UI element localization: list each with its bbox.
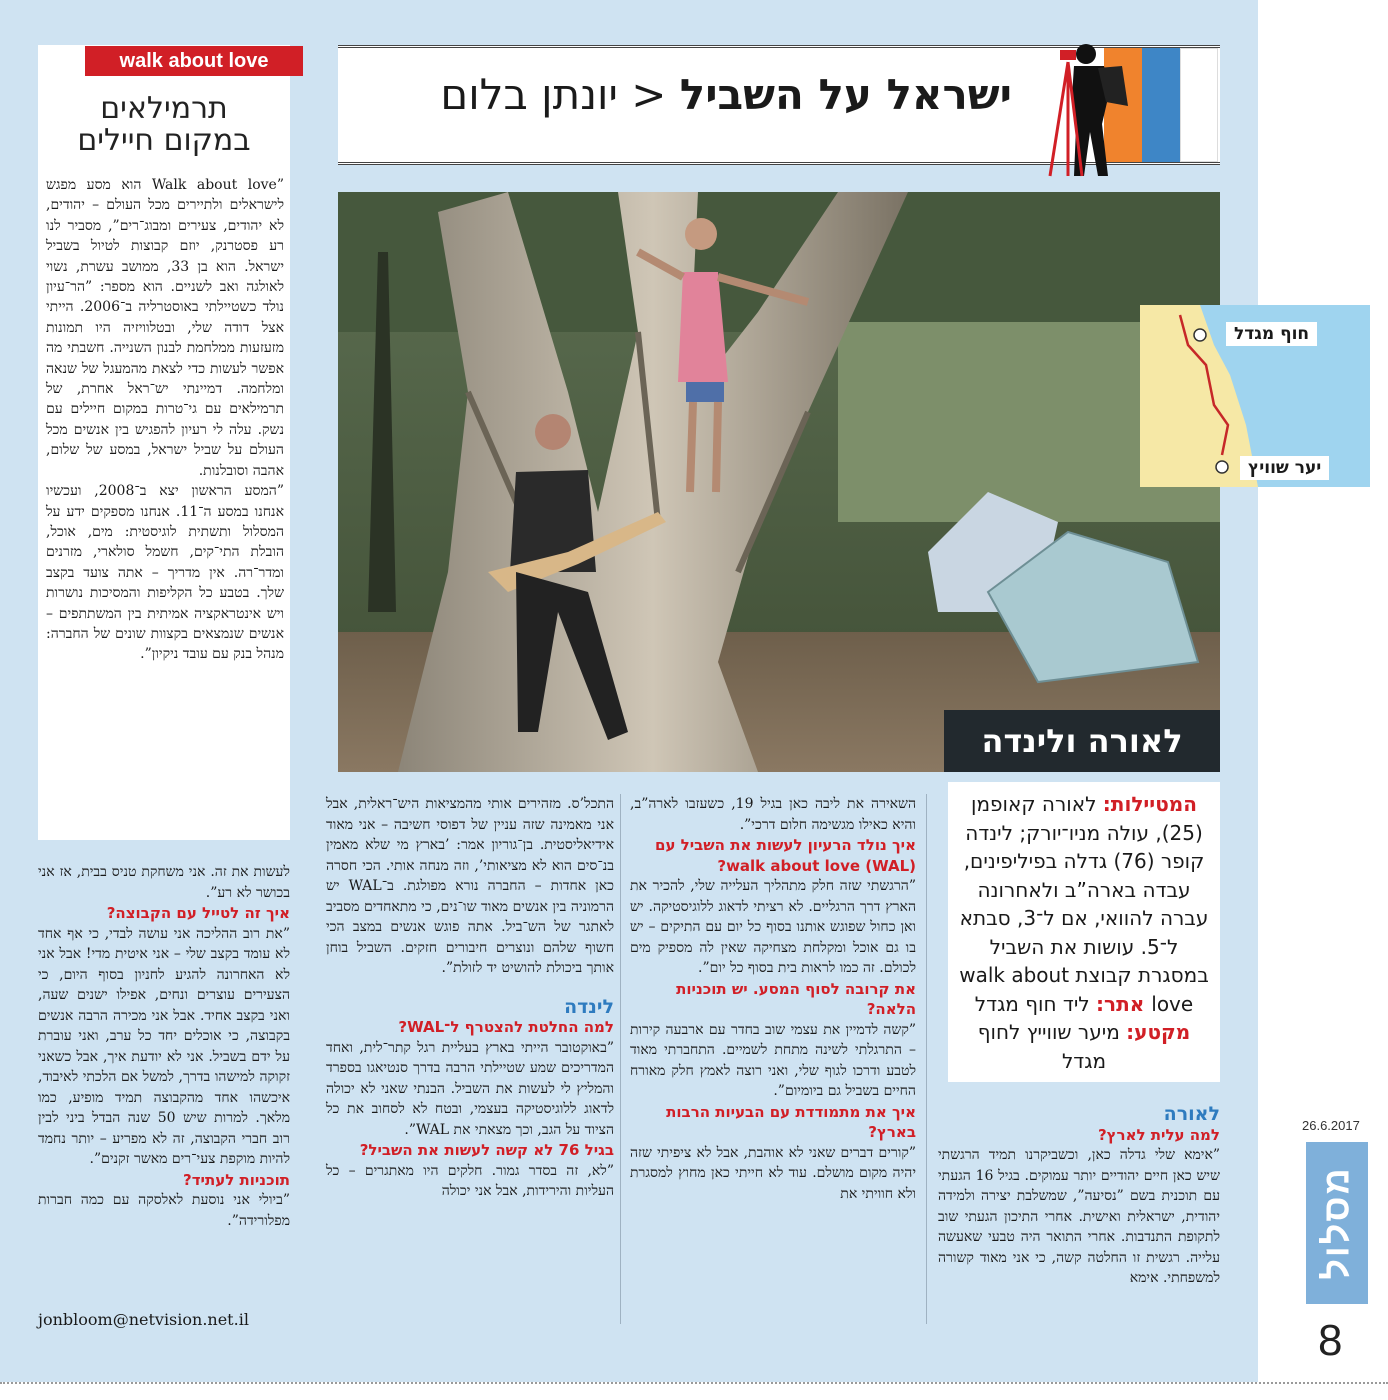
article-column-1 [938, 1104, 1220, 1289]
column-divider [926, 794, 927, 1324]
info-label-segment: מקטע: [1126, 1020, 1191, 1044]
answer: ”קורים דברים שאני לא אוהבת, אבל לא ציפיתי שזה יהיה מקום מושלם. עוד לא חייתי כאן מחוץ למסגרת ולא חוויתי את [630, 1144, 916, 1202]
answer: ”קשה לדמיין את עצמי שוב בחדר עם ארבעה קירות – התרגלתי לשינה מתחת לשמיים. התחברתי מאוד לטבע ודרכו לגוף שלי, ואני רוצה לאמץ חלק מאורח החיים בשביל גם ביומיום”. [630, 1021, 916, 1099]
question: למה החלטת להצטרף ל־WAL? [398, 1018, 614, 1036]
info-label-site: אתר: [1096, 991, 1152, 1016]
paragraph: ”Walk about love הוא מסע מפגש לישראלים ולתיירים מכל העולם – יהודים, לא יהודים, צעירים ומבוג־רים”, מסביר לנו רע פסטרנק, יוזם קבוצות לטיול בשביל ישראל. הוא בן 33, ממושב עשרת, נשוי לאולגה ואב לשניים. הוא מספר: ”הר־עיון נולד כשטיילתי באוסטרליה ב־2006. הייתי אצל דודה שלי, ובטלוויזיה היו תמונות מזעזעות ממלחמת לבנון השנייה. חשבתי מה אפשר לעשות כדי לצאת מהמעגל של שנאה ומלחמה. דמיינתי יש־ראל אחרת, של תרמילאים עם גי־טרות במקום חיילים עם נשק. עלה לי רעיון להפגיש בין אנשים מכל העולם על שביל ישראל, במסע של שלום, אהבה וסובלנות. [46, 177, 285, 479]
paragraph: ”המסע הראשון יצא ב־2008, ועכשיו אנחנו במסע ה־11. אנחנו מספקים ידע על המסלול ותשתית לוגיסטית: מים, אוכל, הובלת התי־קים, חשמל סולארי, מזרנים ומדר־רה. אין מדריך – אתה צועד בקצב שלך. בטבע כל הקליפות והמסיכות נושרות ויש אינטראקציה אמיתית בין המשתתפים – אנשים שנמצאים בקצוות שונים של החברה: מנהל בנק עם עובד ניקיון”. [46, 483, 284, 663]
paragraph: השאירה את ליבה כאן בגיל 19, כשעזבו לארה”ב, והיא כאילו מגשימה חלום דרכי”. [630, 796, 917, 833]
section-badge: walk about love [85, 46, 303, 76]
page-title [440, 70, 1012, 119]
stripe-white [1180, 48, 1218, 162]
author-email: jonbloom@netvision.net.il [38, 1310, 249, 1329]
column-divider [620, 794, 621, 1324]
section-name: מסלול [1316, 1166, 1357, 1280]
question: איך נולד הרעיון לעשות את השביל עם walk about love (WAL)? [655, 836, 916, 875]
issue-date: 26.6.2017 [1302, 1118, 1360, 1133]
question: תוכניות לעתיד? [183, 1170, 290, 1189]
subhead-laura: לאורה [1163, 1103, 1220, 1125]
trees-photo-image [338, 192, 1220, 772]
headline-line: במקום חיילים [77, 123, 251, 158]
map-label-end: יער שוויץ [1240, 456, 1329, 480]
question: בגיל 76 לא קשה לעשות את השביל? [359, 1141, 614, 1159]
page-divider [0, 1382, 1388, 1384]
question: את קרובה לסוף המסע. יש תוכניות הלאה? [676, 979, 916, 1018]
answer: ”הרגשתי שזה חלק מתהליך העלייה שלי, להכיר את הארץ דרך הרגליים. לא רציתי לדאוג ללוגיסטיקה. יש ואן כחול שפוגש אותנו בסוף כל יום עם התיקים – יש בו גם אוכל ומקלחת מצחיקה שאין לה מספיק מים לכולם. זה כמו לראות בית בסוף כל יום”. [630, 878, 916, 976]
page-number: 8 [1318, 1316, 1343, 1365]
sidebar-body [46, 175, 284, 665]
section-header [338, 45, 1220, 165]
info-site: ליד חוף מגדל [974, 991, 1097, 1016]
answer: ”לא, זה בסדר גמור. חלקים היו מאתגרים – כל העליות והירידות, אבל אני יכולה [326, 1162, 614, 1199]
answer: ”באוקטובר הייתי בארץ בעליית רגל קתר־לית, ואחד המדריכים שמע שטיילתי הרבה בדרך סנטיאגו בספרד והמליץ לי לעשות את השביל. הבנתי שאני לא יכולה לדאוג ללוגיסטיקה בעצמי, ובטח לא לסחוב את כל הציוד על הגב, וכך מצאתי את WAL”. [326, 1039, 614, 1138]
paragraph: לעשות את זה. אני משחקת טניס בבית, אז אני בכושר לא רע”. [38, 864, 290, 901]
question: למה עלית לארץ? [1097, 1125, 1220, 1144]
article-column-4 [38, 862, 290, 1231]
sidebar-article [38, 45, 290, 840]
question: איך זה לטייל עם הקבוצה? [106, 904, 290, 922]
info-label-hikers: המטיילות: [1102, 792, 1197, 816]
headline-line: תרמילאים [100, 91, 228, 126]
column-title: ישראל על השביל [679, 70, 1012, 119]
subhead-linda: לינדה [564, 995, 614, 1018]
answer: ”ביולי אני נוסעת לאלסקה עם כמה חברות מפלורידה”. [38, 1192, 290, 1229]
author-name: יונתן בלום [440, 70, 618, 119]
photo-caption: לאורה ולינדה [944, 710, 1220, 772]
answer: ”אימא שלי גדלה כאן, וכשביקרנו תמיד הרגשתי שיש כאן חיים יהודיים יותר עמוקים. בגיל 16 הגעתי עם תוכנית בשם ”נסיעה”, שמשלבת יצירה ולמידה יהודית, ישראלית ואישית. אחרי התיכון הגעתי שוב לתקופת התנדבות. אחרי התואר היה טבעי שאעשה עלייה. רגשית זו החלטה קשה, כי אני מאוד קשורה למשפחתי. אימא [938, 1147, 1220, 1286]
question: איך את מתמודדת עם הבעיות הרבות בארץ? [666, 1102, 916, 1141]
info-segment: מיער שווייץ לחוף מגדל [977, 1020, 1127, 1073]
route-map [1140, 305, 1370, 487]
answer: ”את רוב ההליכה אני עושה לבדי, כי אף אחד לא עומד בקצב שלי – אני איטית מדי! אבל אני לא האחרונה להגיע לחניון בסוף היום, כי הצעירים עוצרים ונחים, אפילו ישנים שעה, ואני בקצב אחיד. אבל אני מכירה הרבה אנשים בקבוצה, כי אוכלים יחד כל ערב, ואני עוברת על ידם בשביל. אני לא יודעת איך, אבל כשאני זקוקה למישהו בדרך, למשל אם הלכתי לאיבוד, איכשהו אחד מהקבוצה תמיד מופיע, כמו מלאך. למרות שיש 50 שנה הבדל ביני לבין רוב חברי הקבוצה, זה לא מפריע – יותר נחמד להיות מוקפת צעי־רים מאשר זקנים”. [38, 925, 290, 1167]
map-label-start: חוף מגדל [1226, 322, 1317, 346]
article-column-2 [630, 794, 916, 1204]
info-box [948, 782, 1220, 1082]
sidebar-headline [38, 93, 290, 157]
title-separator: < [617, 70, 680, 119]
photographer-icon [1038, 36, 1148, 186]
info-hikers: לאורה קאופמן (25), עולה מניו־יורק; לינדה קופר (76) גדלה בפיליפינים, עבדה בארה”ב ולאחרונה עברה להוואי, אם ל־3, סבתא ל־5. עושות את השביל במסגרת קבוצת walk about love [959, 792, 1209, 1016]
section-tab [1306, 1142, 1368, 1304]
main-photo [338, 192, 1220, 772]
paragraph: התכל’ס. מזהירים אותי מהמציאות היש־ראלית, אבל אני מאמינה שזה עניין של דפוסי חשיבה – אני מאוד אידיאליסטית. בן־גוריון אמר: ’בארץ מי שלא מאמין בנ־סים הוא לא מציאותי’, וזה מנחה אותי. הכי חסרה כאן אחדות – החברה נורא מפולגת. ב־WAL יש הרמוניה בין אנשים מאוד שו־נים, כי מתאחדים מסביב לאתגר של הש־ביל. אתה פוגש אנשים במצב הכי חשוף שלהם ונוצרים חיבורים חזקים. השביל בוחן אותך ביכולת להושיט יד לזולת”. [326, 796, 614, 976]
article-column-3 [326, 794, 614, 1202]
